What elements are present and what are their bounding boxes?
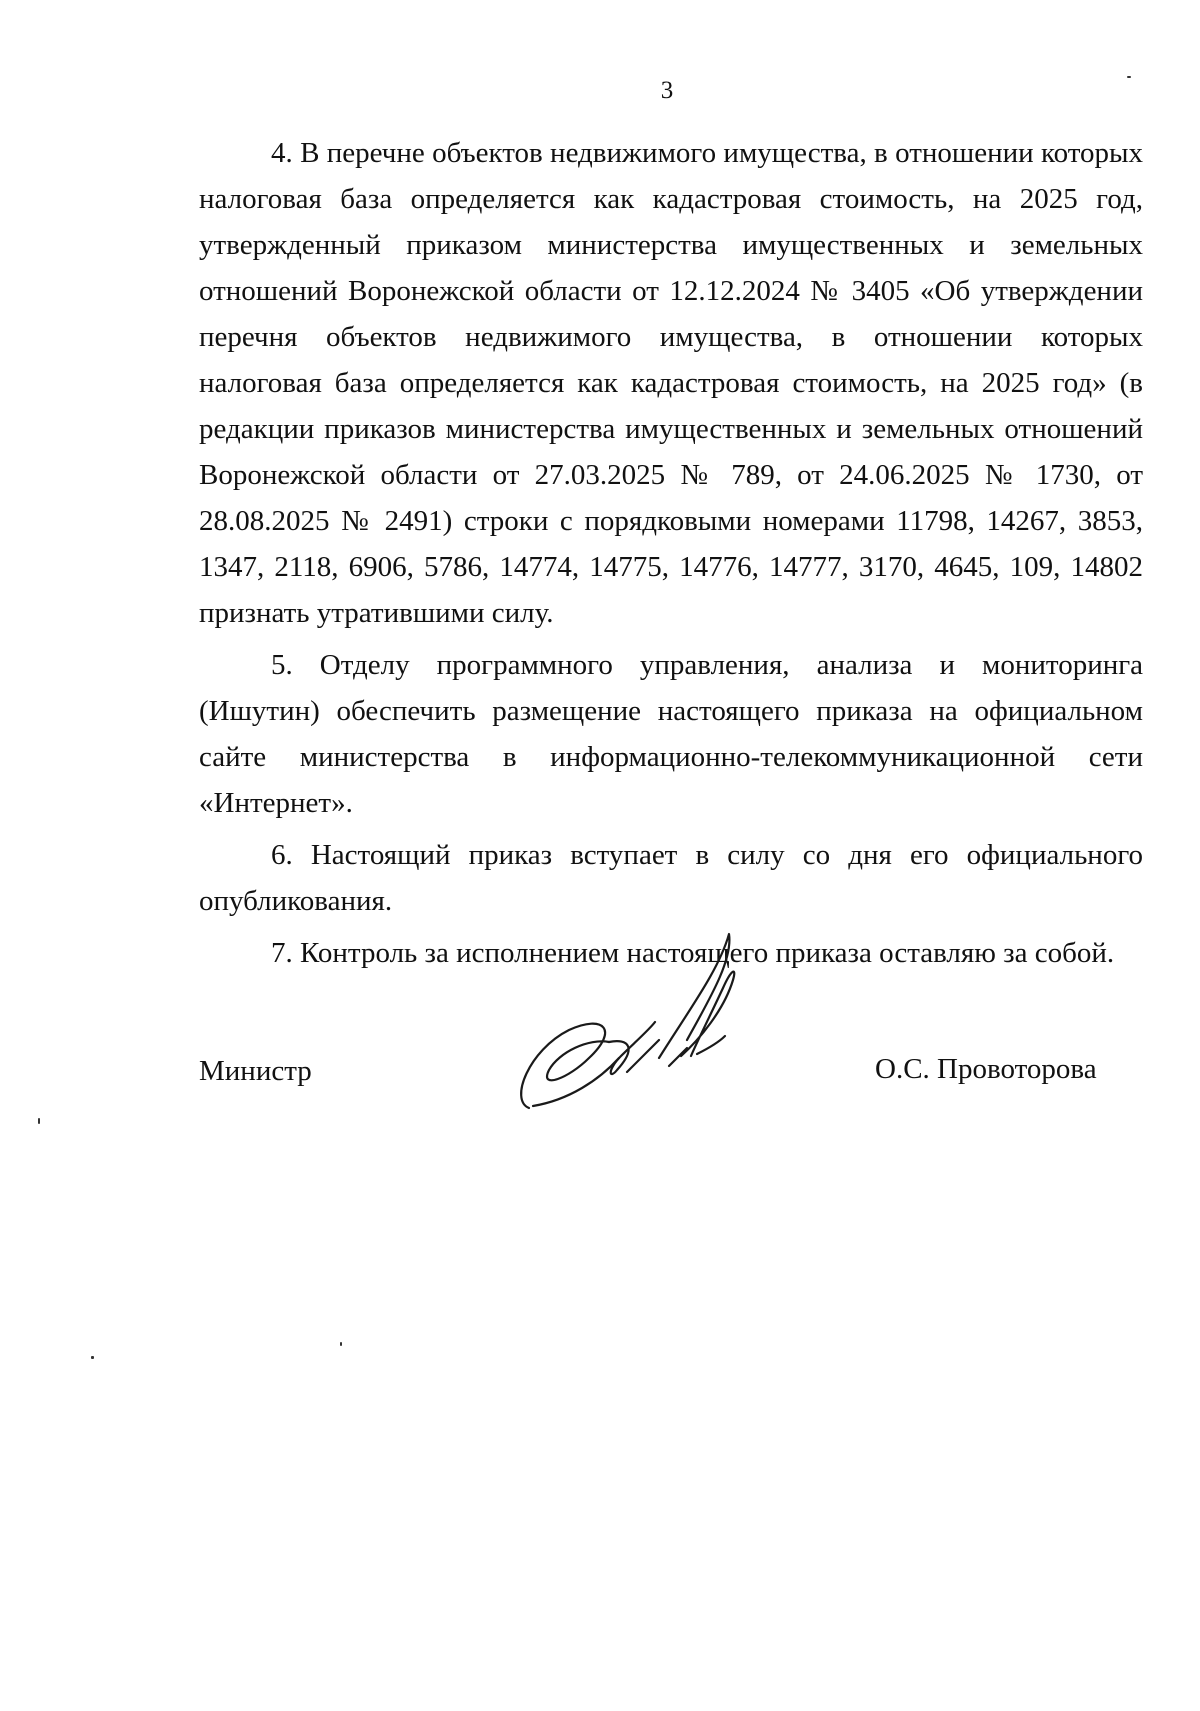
handwritten-signature <box>509 930 769 1120</box>
paragraph-6: 6. Настоящий приказ вступает в силу со дня его официального опубликования. <box>199 839 1143 917</box>
paragraph-5: 5. Отделу программного управления, анализа и мониторинга (Ишутин) обеспечить размещение настоящего приказа на официальном сайте министерства в информационно-телекоммуникационной сети «Интернет». <box>199 649 1143 819</box>
scan-speck <box>340 1342 342 1346</box>
paragraph-7: 7. Контроль за исполнением настоящего приказа оставляю за собой. <box>271 937 1115 969</box>
scan-speck <box>38 1118 40 1124</box>
scan-speck <box>1127 76 1131 78</box>
scan-speck <box>91 1356 94 1359</box>
signatory-position: Министр <box>199 1055 312 1087</box>
paragraph-4: 4. В перечне объектов недвижимого имущества, в отношении которых налоговая база определяется как кадастровая стоимость, на 2025 год, утвержденный приказом министерства имущественных и земельных отношений Воронежской области от 12.12.2024 № 3405 «Об утверждении перечня объектов недвижимого имущества, в отношении которых налоговая база определяется как кадастровая стоимость, на 2025 год» (в редакции приказов министерства имущественных и земельных отношений Воронежской области от 27.03.2025 № 789, от 24.06.2025 № 1730, от 28.08.2025 № 2491) строки с порядковыми номерами 11798, 14267, 3853, 1347, 2118, 6906, 5786, 14774, 14775, 14776, 14777, 3170, 4645, 109, 14802 признать утратившими силу. <box>199 137 1143 629</box>
signature-block <box>199 930 1099 1130</box>
document-body <box>199 130 1143 982</box>
signatory-name: О.С. Провоторова <box>875 1053 1097 1085</box>
page-number: 3 <box>660 77 674 104</box>
